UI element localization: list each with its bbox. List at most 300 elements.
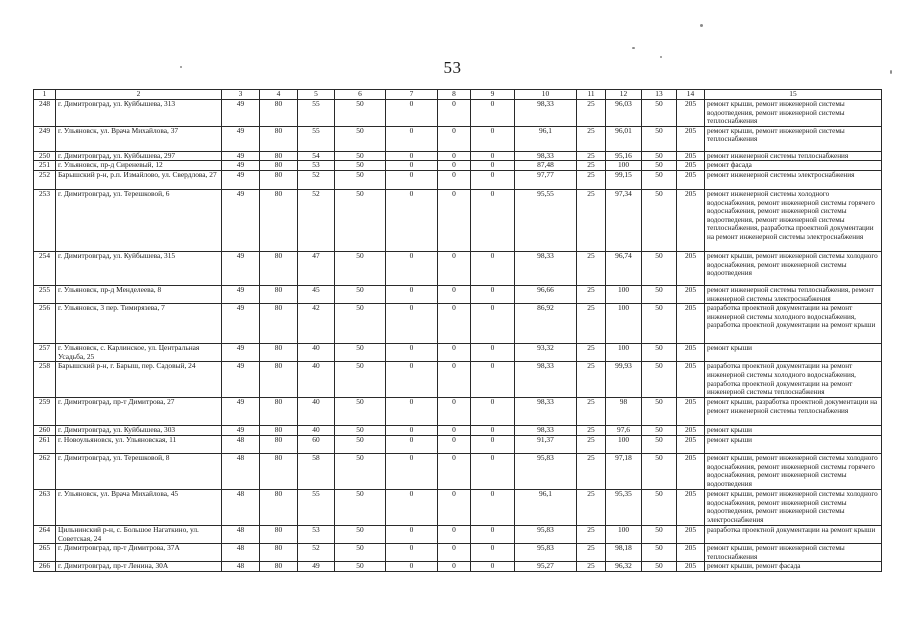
table-cell: 49 (222, 151, 260, 161)
table-cell: 0 (386, 398, 438, 426)
column-header: 6 (335, 90, 386, 100)
table-row (34, 344, 882, 362)
table-cell: 48 (222, 544, 260, 562)
table-cell: 0 (386, 100, 438, 127)
table-cell: 40 (298, 398, 335, 426)
table-cell: 49 (222, 170, 260, 189)
table-cell: 49 (222, 344, 260, 362)
row-number-cell: 256 (34, 304, 56, 344)
table-cell: 0 (386, 544, 438, 562)
table-cell: 50 (335, 525, 386, 543)
table-cell: 50 (642, 426, 677, 436)
table-row (34, 251, 882, 285)
table-cell: 0 (438, 126, 471, 151)
table-cell: 96,66 (515, 285, 577, 303)
table-cell: 98,33 (515, 151, 577, 161)
table-cell: 0 (471, 251, 515, 285)
table-cell: 40 (298, 426, 335, 436)
table-row (34, 161, 882, 171)
table-row (34, 304, 882, 344)
table-cell: 25 (577, 285, 606, 303)
table-cell: 50 (642, 489, 677, 525)
table-cell: 0 (386, 151, 438, 161)
work-types-cell: ремонт инженерной системы холодного водоснабжения, ремонт инженерной системы горячего водоснабжения, ремонт инженерной системы водоотведения, ремонт инженерной системы теплоснабжения, разработка проектной документации на ремонт инженерной системы электроснабжения (705, 189, 882, 251)
table-cell: 97,6 (606, 426, 642, 436)
table-cell: 0 (438, 544, 471, 562)
table-row (34, 398, 882, 426)
table-cell: 205 (677, 435, 705, 453)
table-cell: 0 (386, 251, 438, 285)
table-cell: 0 (471, 435, 515, 453)
table-cell: 49 (222, 126, 260, 151)
table-cell: 53 (298, 161, 335, 171)
table-cell: 0 (471, 453, 515, 489)
table-cell: 0 (438, 426, 471, 436)
table-cell: 95,27 (515, 562, 577, 572)
column-header: 2 (56, 90, 222, 100)
table-cell: 50 (335, 251, 386, 285)
table-cell: 95,55 (515, 189, 577, 251)
work-types-cell: ремонт инженерной системы электроснабжения (705, 170, 882, 189)
address-cell: г. Новоульяновск, ул. Ульяновская, 11 (56, 435, 222, 453)
address-cell: г. Ульяновск, ул. Врача Михайлова, 37 (56, 126, 222, 151)
work-types-cell: разработка проектной документации на ремонт инженерной системы холодного водоснабжения, разработка проектной документации на ремонт крыши (705, 304, 882, 344)
table-cell: 50 (642, 525, 677, 543)
table-cell: 50 (335, 304, 386, 344)
address-cell: г. Ульяновск, с. Карлинское, ул. Центральная Усадьба, 25 (56, 344, 222, 362)
address-cell: г. Ульяновск, 3 пер. Тимирязева, 7 (56, 304, 222, 344)
table-cell: 50 (335, 344, 386, 362)
table-cell: 205 (677, 562, 705, 572)
table-row (34, 544, 882, 562)
column-header: 5 (298, 90, 335, 100)
column-number-header (34, 90, 882, 100)
table-cell: 0 (471, 426, 515, 436)
table-cell: 0 (471, 525, 515, 543)
table-cell: 50 (642, 453, 677, 489)
table-row (34, 170, 882, 189)
table-cell: 80 (260, 251, 298, 285)
column-header: 8 (438, 90, 471, 100)
table-cell: 205 (677, 100, 705, 127)
address-cell: Барышский р-н, р.п. Измайлово, ул. Свердлова, 27 (56, 170, 222, 189)
scan-speck (180, 66, 182, 68)
table-cell: 53 (298, 525, 335, 543)
table-cell: 0 (438, 489, 471, 525)
table-cell: 205 (677, 251, 705, 285)
table-cell: 97,18 (606, 453, 642, 489)
table-cell: 0 (438, 344, 471, 362)
work-types-cell: разработка проектной документации на ремонт инженерной системы холодного водоснабжения, разработка проектной документации на ремонт инженерной системы теплоснабжения (705, 362, 882, 398)
address-cell: г. Димитровград, пр-т Димитрова, 27 (56, 398, 222, 426)
table-cell: 80 (260, 161, 298, 171)
table-cell: 0 (471, 126, 515, 151)
table-cell: 50 (335, 126, 386, 151)
table-cell: 100 (606, 435, 642, 453)
table-cell: 98,33 (515, 362, 577, 398)
work-types-cell: ремонт инженерной системы теплоснабжения (705, 151, 882, 161)
address-cell: г. Ульяновск, пр-д Сиреневый, 12 (56, 161, 222, 171)
table-cell: 80 (260, 562, 298, 572)
address-cell: г. Димитровград, пр-т Ленина, 30А (56, 562, 222, 572)
table-cell: 50 (642, 435, 677, 453)
table-cell: 97,77 (515, 170, 577, 189)
table-row (34, 435, 882, 453)
table-cell: 49 (222, 189, 260, 251)
table-cell: 0 (471, 304, 515, 344)
row-number-cell: 262 (34, 453, 56, 489)
table-cell: 80 (260, 544, 298, 562)
table-cell: 49 (222, 161, 260, 171)
table-row (34, 126, 882, 151)
table-cell: 49 (298, 562, 335, 572)
table-cell: 0 (471, 489, 515, 525)
table-cell: 95,16 (606, 151, 642, 161)
column-header: 9 (471, 90, 515, 100)
table-row (34, 489, 882, 525)
table-cell: 50 (335, 285, 386, 303)
table-cell: 96,03 (606, 100, 642, 127)
table-cell: 95,35 (606, 489, 642, 525)
table-cell: 96,32 (606, 562, 642, 572)
table-cell: 205 (677, 151, 705, 161)
table-cell: 25 (577, 251, 606, 285)
table-cell: 0 (386, 562, 438, 572)
table-cell: 50 (335, 100, 386, 127)
address-cell: г. Димитровград, ул. Куйбышева, 315 (56, 251, 222, 285)
repair-register-table (33, 89, 882, 572)
table-cell: 91,37 (515, 435, 577, 453)
table-cell: 95,83 (515, 544, 577, 562)
work-types-cell: ремонт фасада (705, 161, 882, 171)
table-cell: 96,1 (515, 489, 577, 525)
table-cell: 50 (335, 426, 386, 436)
table-cell: 0 (438, 251, 471, 285)
table-cell: 0 (386, 161, 438, 171)
table-cell: 50 (335, 544, 386, 562)
table-cell: 205 (677, 398, 705, 426)
table-cell: 50 (335, 435, 386, 453)
column-header: 11 (577, 90, 606, 100)
column-header: 10 (515, 90, 577, 100)
table-cell: 52 (298, 170, 335, 189)
table-cell: 80 (260, 189, 298, 251)
table-cell: 25 (577, 161, 606, 171)
table-cell: 49 (222, 285, 260, 303)
table-cell: 0 (471, 170, 515, 189)
table-cell: 50 (642, 285, 677, 303)
table-cell: 205 (677, 126, 705, 151)
row-number-cell: 251 (34, 161, 56, 171)
scan-speck (660, 56, 662, 58)
table-cell: 25 (577, 189, 606, 251)
table-cell: 205 (677, 525, 705, 543)
table-cell: 60 (298, 435, 335, 453)
table-cell: 0 (471, 398, 515, 426)
table-cell: 205 (677, 489, 705, 525)
table-cell: 95,83 (515, 453, 577, 489)
table-cell: 100 (606, 525, 642, 543)
table-cell: 25 (577, 344, 606, 362)
table-cell: 25 (577, 525, 606, 543)
table-cell: 80 (260, 151, 298, 161)
table-cell: 86,92 (515, 304, 577, 344)
table-row (34, 100, 882, 127)
row-number-cell: 263 (34, 489, 56, 525)
row-number-cell: 253 (34, 189, 56, 251)
table-cell: 0 (471, 161, 515, 171)
table-cell: 55 (298, 489, 335, 525)
table-cell: 48 (222, 453, 260, 489)
table-cell: 50 (335, 189, 386, 251)
table-cell: 99,15 (606, 170, 642, 189)
table-cell: 100 (606, 304, 642, 344)
table-row (34, 562, 882, 572)
table-cell: 49 (222, 426, 260, 436)
work-types-cell: ремонт крыши, ремонт инженерной системы холодного водоснабжения, ремонт инженерной системы водоотведения (705, 251, 882, 285)
table-cell: 80 (260, 525, 298, 543)
table-cell: 0 (438, 525, 471, 543)
table-cell: 80 (260, 100, 298, 127)
table-cell: 50 (642, 362, 677, 398)
table-cell: 0 (386, 453, 438, 489)
table-cell: 0 (471, 544, 515, 562)
table-cell: 80 (260, 453, 298, 489)
table-cell: 0 (438, 398, 471, 426)
table-cell: 25 (577, 489, 606, 525)
address-cell: г. Димитровград, пр-т Димитрова, 37А (56, 544, 222, 562)
table-cell: 96,01 (606, 126, 642, 151)
table-cell: 40 (298, 362, 335, 398)
table-cell: 100 (606, 285, 642, 303)
table-cell: 25 (577, 100, 606, 127)
table-cell: 205 (677, 544, 705, 562)
table-cell: 50 (335, 398, 386, 426)
table-row (34, 426, 882, 436)
table-cell: 80 (260, 126, 298, 151)
row-number-cell: 252 (34, 170, 56, 189)
table-cell: 50 (335, 362, 386, 398)
table-cell: 25 (577, 170, 606, 189)
table-cell: 48 (222, 562, 260, 572)
work-types-cell: ремонт крыши (705, 426, 882, 436)
table-cell: 50 (335, 161, 386, 171)
address-cell: г. Димитровград, ул. Терешковой, 8 (56, 453, 222, 489)
table-cell: 80 (260, 344, 298, 362)
table-cell: 0 (438, 304, 471, 344)
work-types-cell: ремонт крыши, ремонт инженерной системы холодного водоснабжения, ремонт инженерной системы горячего водоснабжения, ремонт инженерной системы водоотведения (705, 453, 882, 489)
table-cell: 98,33 (515, 100, 577, 127)
scan-speck (700, 24, 703, 27)
row-number-cell: 261 (34, 435, 56, 453)
work-types-cell: ремонт крыши, ремонт инженерной системы теплоснабжения (705, 126, 882, 151)
table-cell: 0 (386, 170, 438, 189)
table-row (34, 189, 882, 251)
table-cell: 25 (577, 151, 606, 161)
table-cell: 0 (386, 126, 438, 151)
table-cell: 0 (386, 525, 438, 543)
row-number-cell: 248 (34, 100, 56, 127)
table-cell: 0 (438, 100, 471, 127)
table-cell: 0 (438, 435, 471, 453)
page-number: 53 (443, 58, 462, 77)
table-cell: 205 (677, 189, 705, 251)
table-cell: 50 (642, 344, 677, 362)
row-number-cell: 257 (34, 344, 56, 362)
table-cell: 80 (260, 398, 298, 426)
table-cell: 25 (577, 544, 606, 562)
table-cell: 80 (260, 285, 298, 303)
row-number-cell: 265 (34, 544, 56, 562)
table-cell: 25 (577, 435, 606, 453)
table-cell: 0 (438, 453, 471, 489)
table-cell: 0 (386, 285, 438, 303)
row-number-cell: 249 (34, 126, 56, 151)
table-cell: 0 (471, 344, 515, 362)
table-cell: 98 (606, 398, 642, 426)
table-cell: 0 (386, 435, 438, 453)
column-header: 3 (222, 90, 260, 100)
table-row (34, 285, 882, 303)
table-cell: 52 (298, 189, 335, 251)
table-cell: 98,33 (515, 251, 577, 285)
table-cell: 0 (438, 562, 471, 572)
table-cell: 98,18 (606, 544, 642, 562)
work-types-cell: разработка проектной документации на ремонт крыши (705, 525, 882, 543)
table-cell: 50 (642, 151, 677, 161)
table-cell: 80 (260, 435, 298, 453)
table-cell: 205 (677, 344, 705, 362)
table-cell: 0 (386, 426, 438, 436)
table-cell: 49 (222, 251, 260, 285)
table-cell: 49 (222, 100, 260, 127)
table-body (34, 100, 882, 572)
row-number-cell: 255 (34, 285, 56, 303)
table-cell: 0 (386, 489, 438, 525)
table-cell: 50 (335, 170, 386, 189)
table-cell: 205 (677, 170, 705, 189)
table-cell: 80 (260, 304, 298, 344)
table-cell: 80 (260, 170, 298, 189)
table-cell: 100 (606, 161, 642, 171)
column-header: 12 (606, 90, 642, 100)
column-header: 13 (642, 90, 677, 100)
column-header: 7 (386, 90, 438, 100)
table-cell: 95,83 (515, 525, 577, 543)
work-types-cell: ремонт крыши (705, 344, 882, 362)
table-cell: 50 (335, 489, 386, 525)
table-cell: 55 (298, 100, 335, 127)
table-cell: 25 (577, 362, 606, 398)
table-cell: 0 (471, 189, 515, 251)
table-cell: 55 (298, 126, 335, 151)
table-cell: 48 (222, 489, 260, 525)
table-cell: 205 (677, 362, 705, 398)
work-types-cell: ремонт крыши, ремонт инженерной системы водоотведения, ремонт инженерной системы теплоснабжения (705, 100, 882, 127)
table-cell: 50 (642, 170, 677, 189)
address-cell: г. Димитровград, ул. Куйбышева, 303 (56, 426, 222, 436)
table-cell: 50 (642, 126, 677, 151)
address-cell: г. Димитровград, ул. Куйбышева, 313 (56, 100, 222, 127)
table-cell: 50 (642, 304, 677, 344)
table-cell: 93,32 (515, 344, 577, 362)
table-cell: 54 (298, 151, 335, 161)
table-cell: 49 (222, 304, 260, 344)
table-cell: 0 (471, 151, 515, 161)
table-cell: 58 (298, 453, 335, 489)
table-cell: 0 (438, 285, 471, 303)
table-cell: 80 (260, 489, 298, 525)
table-cell: 205 (677, 285, 705, 303)
table-cell: 50 (642, 562, 677, 572)
address-cell: г. Ульяновск, ул. Врача Михайлова, 45 (56, 489, 222, 525)
table-cell: 50 (642, 544, 677, 562)
work-types-cell: ремонт крыши, ремонт инженерной системы холодного водоснабжения, ремонт инженерной системы водоотведения, ремонт инженерной системы электроснабжения (705, 489, 882, 525)
table-cell: 99,93 (606, 362, 642, 398)
table-cell: 0 (471, 362, 515, 398)
table-cell: 0 (386, 344, 438, 362)
table-cell: 50 (335, 562, 386, 572)
table-cell: 96,1 (515, 126, 577, 151)
address-cell: г. Ульяновск, пр-д Менделеева, 8 (56, 285, 222, 303)
table-cell: 0 (471, 285, 515, 303)
address-cell: г. Димитровград, ул. Куйбышева, 297 (56, 151, 222, 161)
table-cell: 0 (471, 100, 515, 127)
table-cell: 0 (386, 362, 438, 398)
table-row (34, 362, 882, 398)
table-cell: 205 (677, 426, 705, 436)
table-cell: 50 (642, 251, 677, 285)
table-cell: 25 (577, 562, 606, 572)
row-number-cell: 264 (34, 525, 56, 543)
table-cell: 80 (260, 362, 298, 398)
table-cell: 96,74 (606, 251, 642, 285)
table-cell: 205 (677, 304, 705, 344)
table-cell: 49 (222, 398, 260, 426)
column-header: 1 (34, 90, 56, 100)
table-row (34, 151, 882, 161)
table-cell: 52 (298, 544, 335, 562)
address-cell: Цильнинский р-н, с. Большое Нагаткино, ул. Советская, 24 (56, 525, 222, 543)
table-cell: 97,34 (606, 189, 642, 251)
table-cell: 50 (642, 189, 677, 251)
work-types-cell: ремонт инженерной системы теплоснабжения, ремонт инженерной системы электроснабжения (705, 285, 882, 303)
table-cell: 49 (222, 362, 260, 398)
table-cell: 25 (577, 453, 606, 489)
scan-speck (890, 70, 892, 74)
work-types-cell: ремонт крыши, ремонт инженерной системы теплоснабжения (705, 544, 882, 562)
table-cell: 25 (577, 126, 606, 151)
table-cell: 0 (386, 189, 438, 251)
work-types-cell: ремонт крыши, разработка проектной документации на ремонт инженерной системы теплоснабжения (705, 398, 882, 426)
column-header: 15 (705, 90, 882, 100)
table-cell: 50 (642, 100, 677, 127)
table-cell: 98,33 (515, 398, 577, 426)
work-types-cell: ремонт крыши, ремонт фасада (705, 562, 882, 572)
table-cell: 98,33 (515, 426, 577, 436)
table-cell: 47 (298, 251, 335, 285)
row-number-cell: 258 (34, 362, 56, 398)
table-row (34, 453, 882, 489)
row-number-cell: 254 (34, 251, 56, 285)
table-cell: 50 (642, 398, 677, 426)
table-cell: 50 (335, 453, 386, 489)
row-number-cell: 266 (34, 562, 56, 572)
scan-speck (632, 47, 635, 49)
table-cell: 0 (438, 170, 471, 189)
row-number-cell: 250 (34, 151, 56, 161)
table-row (34, 525, 882, 543)
